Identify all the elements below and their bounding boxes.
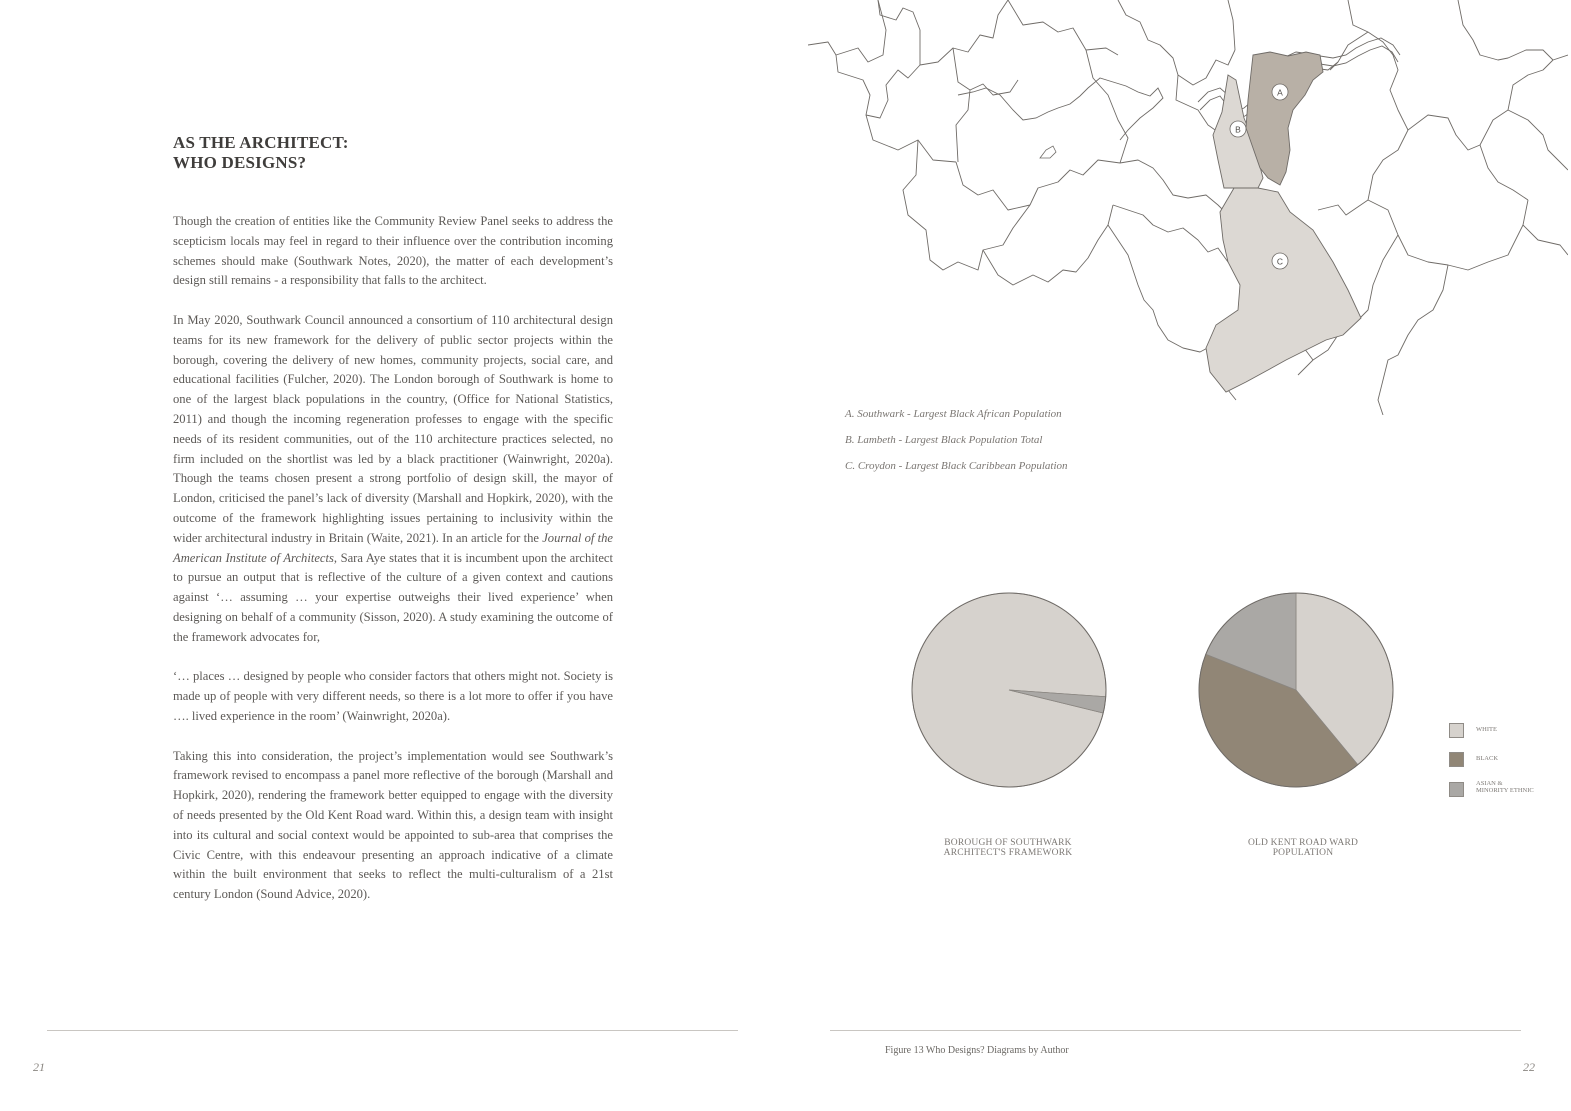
left-page xyxy=(0,0,785,1111)
footer-rule xyxy=(830,1030,1521,1031)
pie-2-caption-line-1: OLD KENT ROAD WARD xyxy=(1247,838,1359,848)
journal-title: Journal of the American Institute of Architects xyxy=(173,530,613,565)
pie-charts xyxy=(785,0,1571,1111)
pie-chart-southwark-framework xyxy=(912,593,1106,787)
paragraph-2 xyxy=(173,311,613,648)
paragraph-2-part-2: , Sara Aye states that it is incumbent upon the architect to pursue an output that is reflective of the culture of a given context and cautions against ‘… assuming … your expertise outweighs their lived experience’ when designing on behalf of a community (Sisson, 2020). A study examining the outcome of the framework advocates for, xyxy=(173,550,613,644)
body-text xyxy=(173,212,613,925)
legend-label-white: WHITE xyxy=(1476,726,1497,733)
pie-1-caption-line-1: BOROUGH OF SOUTHWARK xyxy=(944,838,1072,848)
right-page xyxy=(785,0,1571,1111)
map-legend-item-c: C. Croydon - Largest Black Caribbean Population xyxy=(845,460,1068,472)
legend-label-asian-minority: ASIAN & MINORITY ETHNIC xyxy=(1476,780,1534,794)
paragraph-4: Taking this into consideration, the project’s implementation would see Southwark’s framework revised to encompass a panel more reflective of the borough (Marshall and Hopkirk, 2020), rendering the framework better equipped to engage with the diversity of needs presented by the Old Kent Road ward. Within this, a design team with insight into its cultural and social context would be appointed to sub-area that comprises the Civic Centre, with this endeavour presenting an approach indicative of a climate within the built environment that seeks to reflect the multi-culturalism of a 21st century London (Sound Advice, 2020). xyxy=(173,748,613,902)
footer-rule xyxy=(47,1030,738,1031)
paragraph-2-part-1: In May 2020, Southwark Council announced a consortium of 110 architectural design teams for its new framework for the delivery of public sector projects within the borough, covering the delivery of new homes, community projects, social care, and educational facilities (Fulcher, 2020). The London borough of Southwark is home to one of the largest black populations in the country, (Office for National Statistics, 2011) and though the incoming regeneration professes to engage with the specific needs of its resident communities, out of the 110 architecture practices selected, no firm included on the shortlist was led by a black practitioner (Wainwright, 2020a). Though the teams chosen present a strong portfolio of design skill, the mayor of London, criticised the panel’s lack of diversity (Marshall and Hopkirk, 2020), with the outcome of the framework highlighting issues pertaining to inclusivity within the wider architectural industry in Britain (Waite, 2021). In an article for the xyxy=(173,312,613,545)
section-heading xyxy=(173,133,349,173)
pie-1-caption-line-2: ARCHITECT'S FRAMEWORK xyxy=(943,848,1073,858)
map-legend-item-b: B. Lambeth - Largest Black Population Total xyxy=(845,434,1043,446)
pie-2-caption xyxy=(1193,838,1413,858)
marker-b-label: B xyxy=(1235,124,1241,135)
page-number: 22 xyxy=(1523,1060,1535,1074)
pie-1-caption xyxy=(898,838,1118,858)
legend-swatch-black xyxy=(1449,752,1464,767)
marker-a-label: A xyxy=(1277,87,1283,98)
heading-line-1: AS THE ARCHITECT: xyxy=(173,133,349,152)
legend-label-black: BLACK xyxy=(1476,755,1499,762)
figure-caption: Figure 13 Who Designs? Diagrams by Author xyxy=(885,1045,1069,1056)
heading-line-2: WHO DESIGNS? xyxy=(173,153,307,172)
page-number: 21 xyxy=(33,1060,45,1074)
pie-chart-old-kent-road xyxy=(1199,593,1393,787)
quote-paragraph: ‘… places … designed by people who consider factors that others might not. Society is made up of people with very different needs, so there is a lot more to offer if you have …. lived experience in the room’ (Wainwright, 2020a). xyxy=(173,669,613,723)
legend-swatch-asian-minority xyxy=(1449,782,1464,797)
marker-c-label: C xyxy=(1276,256,1284,267)
map-legend-item-a: A. Southwark - Largest Black African Population xyxy=(845,408,1062,420)
legend-swatch-white xyxy=(1449,723,1464,738)
paragraph-1: Though the creation of entities like the Community Review Panel seeks to address the scepticism locals may feel in regard to their influence over the contribution incoming schemes should make (Southwark Notes, 2020), the matter of each development’s design still remains - a responsibility that falls to the architect. xyxy=(173,214,613,288)
pie-2-caption-line-2: POPULATION xyxy=(1272,848,1334,858)
